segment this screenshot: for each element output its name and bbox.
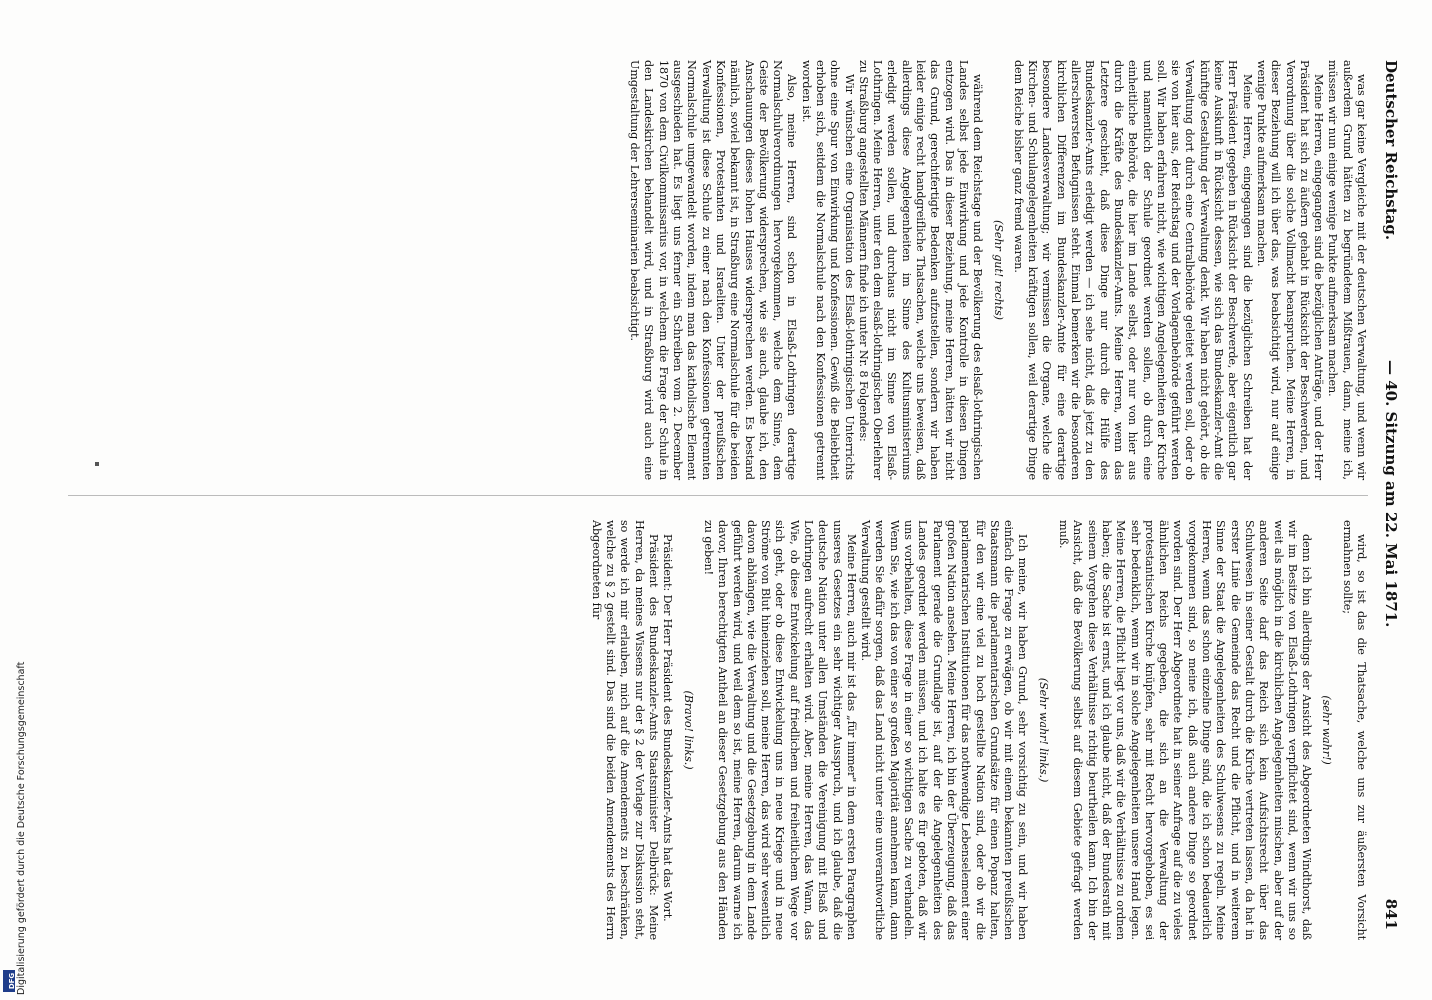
interjection: (Sehr wahr! links.): [1036, 677, 1050, 783]
paragraph: was gar keine Vergleiche mit der deutschen Verwaltung, und wenn wir außerdem Grund hätten zu begründetem Mißtrauen, dann, meine ich, müssen wir nun einige wenige Punkte aufmerksam machen.: [1326, 60, 1368, 480]
paragraph: Also, meine Herren, sind schon in Elsaß-Lothringen derartige Normalschulverordnungen hervorgekommen, welche dem Sinne, dem Geiste der Bevölkerung widersprechen, wie sie auch, glaube ich, den Anschauungen dieses hohen Hauses widersprechen werden. Es bestand nämlich, soviel bekannt ist, in Straßburg eine Normalschule für die beiden Konfessionen, Protestanten und Israeliten. Unter der preußischen Verwaltung ist diese Schule zu einer nach den Konfessionen getrennten Normalschule umgewandelt worden, indem man das katholische Element ausgeschieden hat. Es liegt uns ferner ein Schreiben vom 2. December 1870 von dem Civilkommissarius vor, in welchem die Frage der Schule in den Landeskirchen behandelt wird, und in Straßburg wird auch eine Umgestaltung der Lehrerseminarien beabsichtigt.: [628, 60, 799, 480]
interjection: (Sehr gut! rechts): [991, 220, 1005, 320]
left-column: [627, 60, 1368, 480]
paragraph: Wir wünschen eine Organisation des Elsaß-lothringischen Unterrichts ohne eine Spur von Einwirkung und Konfessionen. Gewiß die Beliebtheit erhoben sich, seitdem die Normalschule nach den Konfessionen getrennt worden ist.: [799, 60, 856, 480]
interjection: (Bravo! links.): [681, 690, 695, 770]
paragraph: Meine Herren, eingegangen sind die bezüglichen Anträge, und der Herr Präsident hat sich zu äußern gehabt in Rücksicht der Beschwerden, und Verordnung über die solche Vollmacht beanspruchen. Meine Herren, in dieser Beziehung will ich über das, was beabsichtigt wird, nur auf einige wenige Punkte aufmerksam machen.: [1254, 60, 1326, 480]
paragraph: Meine Herren, auch mir ist das „für immer" in dem ersten Paragraphen unseres Gesetzes ein sehr wichtiger Ausspruch, und ich glaube, daß die deutsche Nation unter allen Umständen die Vereinigung mit Elsaß und Lothringen aufrecht erhalten wird. Aber, meine Herren, das Wann, das Wie, ob diese Entwickelung auf friedlichem und freiheitlichem Wege vor sich geht, oder ob diese Entwickelung uns in neue Kriege und in neue Ströme von Blut hineinziehen soll, meine Herren, das wird sehr wesentlich davon abhängen, wie die Verwaltung und die Gesetzgebung in dem Lande geführt werden wird, und weil dem so ist, meine Herren, darum warne ich davor, Ihren berechtigten Antheil an dieser Gesetzgebung aus den Händen zu geben!: [701, 520, 858, 940]
dfg-logo-text: DFG: [8, 972, 17, 990]
rotated-page-content: [36, 0, 1416, 1000]
paragraph: Präsident: Der Herr Präsident des Bundeskanzler-Amts hat das Wort.: [661, 534, 675, 922]
dfg-logo: [3, 970, 15, 992]
header-title: Deutscher Reichstag.: [1382, 60, 1400, 241]
page-number: 841: [1382, 898, 1400, 930]
paragraph: denn ich bin allerdings der Ansicht des Abgeordneten Windthorst, daß wir im Besitze von Elsaß-Lothringen verpflichtet sind, wenn wir uns so weit als möglich in die kirchlichen Angelegenheiten mischen, aber auf der anderen Seite darf das Reich sich kein Aufsichtsrecht über das Schulwesen in seiner Gestalt durch die Kirche vertreten lassen, da hat in erster Linie die Gemeinde das Recht und die Pflicht, und in weiterem Sinne der Staat die Angelegenheiten des Schulwesens zu regeln. Meine Herren, wenn das schon einzelne Dinge sind, die ich schon bedauerlich vorgekommen sind, so meine ich, daß auch andere Dinge so geordnet worden sind. Der Herr Abgeordnete hat in seiner Anfrage auf die zu vieles ähnlichen Reichs gegeben, die sich an die Verwaltung der protestantischen Kirche knüpfen, sehr mit Recht hervorgehoben, es sei sehr bedenklich, wenn wir in solche Angelegenheiten unsere Hand legen. Meine Herren, die Pflicht liegt vor uns, daß wir die Verhältnisse zu ordnen haben; die Sache ist ernst, und ich glaube nicht, daß der Bundesrath mit seinem Vorgehen diese Verhältnisse richtig beurtheilen kann. Ich bin der Ansicht, daß die Bevölkerung selbst auf diesem Gebiete gefragt werden muß.: [1057, 520, 1314, 940]
paragraph: Ich meine, wir haben Grund, sehr vorsichtig zu sein, und wir haben einfach die Frage zu erwägen, ob wir mit einem bekannten preußischen Staatsmann die parlamentarischen Grundsätze für einen Popanz halten, für den wir eine viel zu hoch gestellte Nation sind, oder ob wir die parlamentarischen Institutionen für das nothwendige Lebenselement einer großen Nation ansehen. Meine Herren, ich bin der Überzeugung, daß das Parlament gerade die Grundlage ist, auf der die Angelegenheiten des Landes geordnet werden müssen, und ich halte es für geboten, daß wir uns vorbehalten, diese Frage in einer so wichtigen Sache zu verhandeln. Wenn Sie, wie ich das von einer so großen Majorität annehmen kann, dann werden Sie dafür sorgen, daß das Land nicht unter eine unverantwortliche Verwaltung gestellt wird.: [859, 520, 1030, 940]
paragraph: Meine Herren, eingegangen sind die bezüglichen Schreiben hat der Herr Präsident gegeben in Rücksicht der Beschwerde, aber eigentlich gar keine Auskunft in Rücksicht dessen, wie sich das Bundeskanzler-Amt die künftige Gestaltung der Verwaltung denkt. Wir haben nicht gehört, ob die Verwaltung dort durch eine Centralbehörde geleitet werden soll, oder ob sie von hier aus, der Reichstag und der Vorlagenbehörde geführt werden soll. Wir haben erfahren nicht, wie wichtigen Angelegenheiten der Kirche und namentlich der Schule geordnet werden sollen, ob durch eine einheitliche Behörde, die hier im Lande selbst, oder nur von hier aus durch die Kräfte des Bundeskanzler-Amts. Meine Herren, wenn das Letztere geschieht, daß diese Dinge nur durch die Hülfe des Bundeskanzler-Amts erledigt werden — ich sehe nicht, daß jetzt zu den allerschwersten Befugnissen steht. Einmal bemerken wir die besonderen kirchlichen Differenzen im Bundeskanzler-Amte für eine derartige besondere Landesverwaltung; wir vermissen die Organe, welche die Kirchen- und Schulangelegenheiten kräftigen sollen, weil derartige Dinge dem Reiche bisher ganz fremd waren.: [1011, 60, 1254, 480]
interjection: (sehr wahr!): [1320, 695, 1334, 765]
digitization-credit: Digitalisierung gefördert durch die Deutsche Forschungsgemeinschaft: [16, 661, 27, 995]
side-note: [2, 600, 27, 1000]
column-divider: [68, 495, 1368, 496]
paragraph: während dem Reichstage und der Bevölkerung des elsaß-lothringischen Landes selbst jede Einwirkung und jede Kontrolle in diesen Dingen entzogen wird. Das in dieser Beziehung, meine Herren, hätten wir nicht das Grund, gerechtfertigte Bedenken aufzustellen, sondern wir haben leider einige recht handgreifliche Thatsachen, welche uns beweisen, daß allerdings diese Angelegenheiten im Sinne des Kultusministeriums erledigt werden sollen, und durchaus nicht im Sinne von Elsaß-Lothringen. Meine Herren, unter den dem elsaß-lothringischen Oberlehrer zu Straßburg angestellten Männern finde ich unter Nr. 8 Folgendes:: [856, 60, 985, 480]
page-header: [1378, 60, 1402, 930]
paragraph: wird, so ist das die Thatsache, welche uns zur äußersten Vorsicht ermahnen sollte;: [1340, 520, 1368, 940]
header-session: — 40. Sitzung am 22. Mai 1871.: [1382, 360, 1400, 628]
paragraph: Präsident des Bundeskanzler-Amts Staatsminister Delbrück: Meine Herren, da meines Wissens nur der § 2 der Vorlage zur Diskussion steht, so werde ich mir erlauben, mich auf die Amendements zu beschränken, welche zu § 2 gestellt sind. Das sind die beiden Amendements des Herrn Abgeordneten für: [589, 520, 661, 940]
right-column: [589, 520, 1368, 940]
